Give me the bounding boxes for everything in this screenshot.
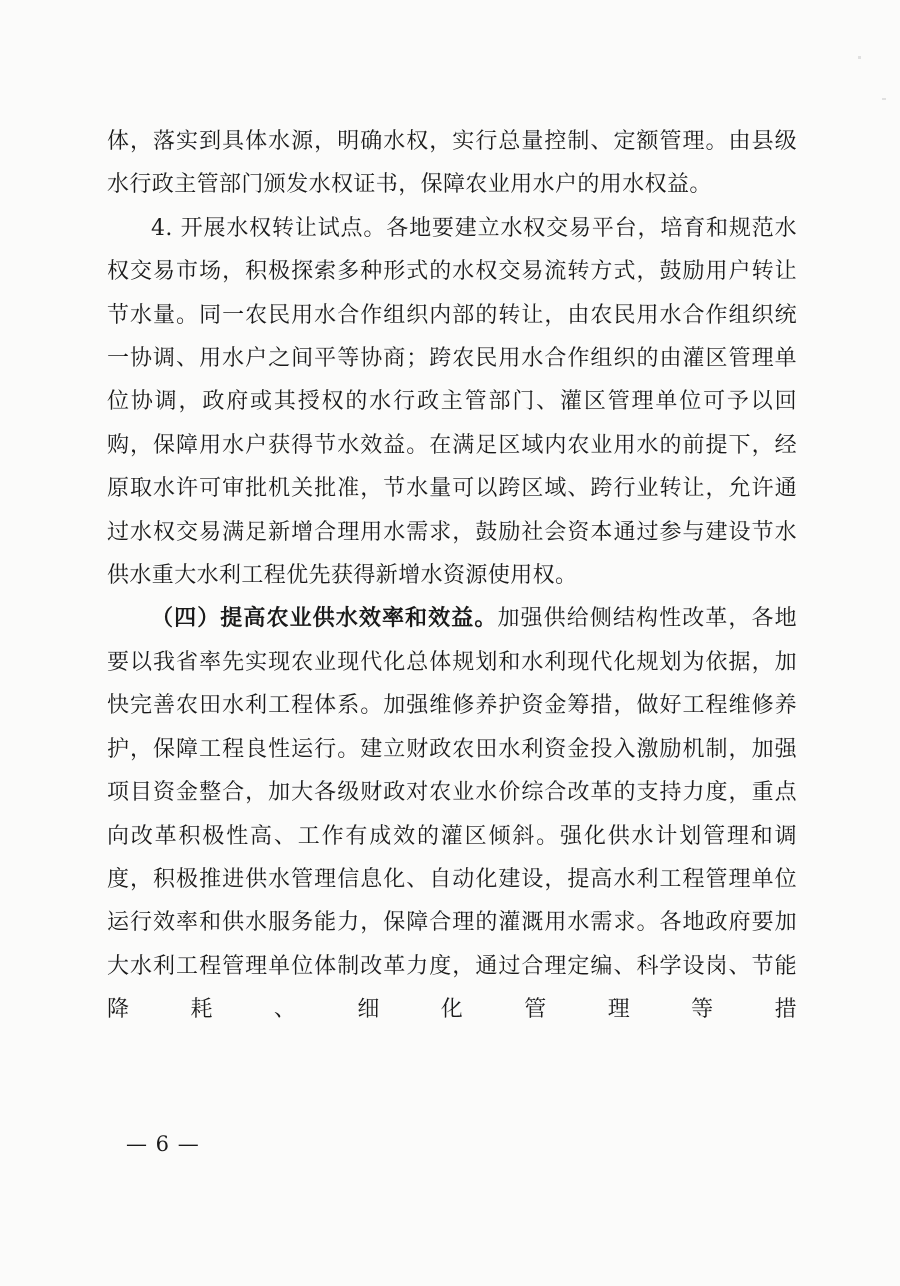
page-number: — 6 — <box>126 1132 200 1156</box>
paragraph-text: 4. 开展水权转让试点。各地要建立水权交易平台，培育和规范水权交易市场，积极探索多种形式的水权交易流转方式，鼓励用户转让节水量。同一农民用水合作组织内部的转让，由农民用水合作组织统一协调、用水户之间平等协商；跨农民用水合作组织的由灌区管理单位协调，政府或其授权的水行政主管部门、灌区管理单位可予以回购，保障用水户获得节水效益。在满足区域内农业用水的前提下，经原取水许可审批机关批准，节水量可以跨区域、跨行业转让，允许通过水权交易满足新增合理用水需求，鼓励社会资本通过参与建设节水供水重大水利工程优先获得新增水资源使用权。 <box>107 215 797 589</box>
scan-speck <box>882 98 886 100</box>
section-heading: （四）提高农业供水效率和效益。 <box>151 605 498 632</box>
body-text <box>107 120 797 1032</box>
paragraph-text: 体，落实到具体水源，明确水权，实行总量控制、定额管理。由县级水行政主管部门颁发水权证书，保障农业用水户的用水权益。 <box>107 129 797 198</box>
paragraph-water-rights-certificate <box>107 120 797 207</box>
scan-speck <box>858 56 861 59</box>
paragraph-text: 加强供给侧结构性改革，各地要以我省率先实现农业现代化总体规划和水利现代化规划为依据，加快完善农田水利工程体系。加强维修养护资金筹措，做好工程维修养护，保障工程良性运行。建立财政农田水利资金投入激励机制，加强项目资金整合，加大各级财政对农业水价综合改革的支持力度，重点向改革积极性高、工作有成效的灌区倾斜。强化供水计划管理和调度，积极推进供水管理信息化、自动化建设，提高水利工程管理单位运行效率和供水服务能力，保障合理的灌溉用水需求。各地政府要加大水利工程管理单位体制改革力度，通过合理定编、科学设岗、节能降耗、细化管理等措 <box>107 606 797 1023</box>
paragraph-supply-efficiency <box>107 597 797 1031</box>
paragraph-water-rights-transfer <box>107 207 797 598</box>
